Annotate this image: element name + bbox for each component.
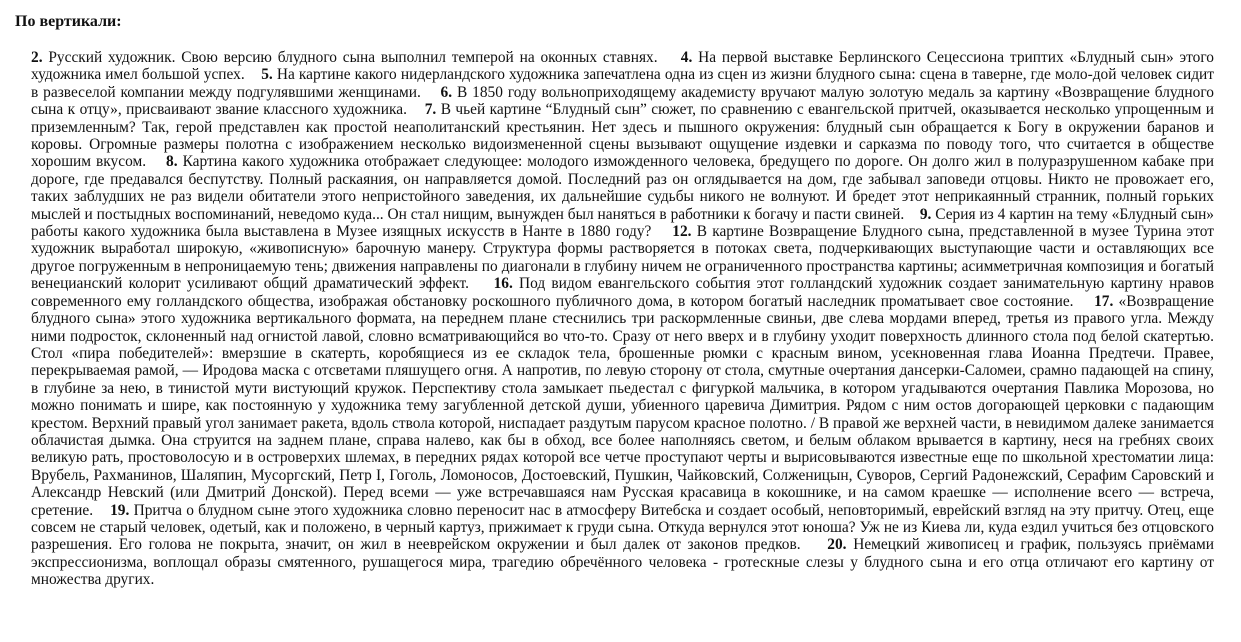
clue-list [31,49,1214,589]
clue-item [31,293,1214,519]
clue-text: В картине Возвращение Блудного сына, представленной в музее Турина этот художник выработал широкую, «живописную» барочную манеру. Структура формы растворяется в потоках света, подчеркивающих выступающие части и оставляющих все другое погруженным в непроницаемую тень; движения направлены по диагонали в глубину ничем не ограниченного пространства картины; асимметричная композиция и богатый венецианский колорит усиливают общий драматический эффект. [31,223,1215,293]
clue-number: 20. [827,536,847,554]
clue-text: В 1850 году вольноприходящему академисту вручают малую золотую медаль за картину «Возвращение блудного сына к отцу», присваивают звание классного художника. [31,83,1214,119]
clue-text: На первой выставке Берлинского Сецессиона триптих «Блудный сын» этого художника имел большой успех. [31,49,1214,84]
clue-number: 19. [110,501,130,519]
clue-text: Серия из 4 картин на тему «Блудный сын» работы какого художника была выставлена в Музее изящных искусств в Нанте в 1880 году? [31,205,1215,241]
clue-text: Под видом евангельского события этот голландский художник создает занимательную картину нравов современного ему голландского общества, изображая обстановку роскошного публичного дома, в котором богатый наследник проматывает свое состояние. [31,275,1214,310]
section-heading: По вертикали: [15,13,122,30]
clue-number: 2. [31,49,43,66]
clue-number: 8. [166,153,178,171]
clue-text: Немецкий живописец и график, пользуясь приёмами экспрессионизма, воплощал образы смятенного, рушащегося мира, трагедию обречённого человека - гротескные слезы у блудного сына и его отца отличают его картину от множества других. [31,536,1215,589]
clue-text: «Возвращение блудного сына» этого художника вертикального формата, на переднем плане стеснились три раскормленные свиньи, две слева мордами вперед, третья из правого угла. Между ними подросток, склоненный над огнистой лавой, словно всматривающийся во что-то. Сразу от него вверх и в глубину уходит поверхность длинного стола под белой скатертью. Стол «пира победителей»: вмерзшие в скатерть, коробящиеся из ее складок тела, брошенные рюмки с красным вином, усекновенная глава Иоанна Предтечи. Правее, перекрываемая рамой, — Иродова маска с отсветами пляшущего огня. А напротив, по левую сторону от стола, смутные очертания дансерки-Саломеи, срамно падающей на спину, в глубине за нею, в тинистой мути вистующий кружок. Перспективу стола замыкает пьедестал с фигуркой мальчика, в котором угадываются очертания Павлика Морозова, но можно понимать и шире, как постоянную у художника тему загубленной детской души, убиенного царевича Димитрия. Рядом с ним остов догорающей церковки с падающим крестом. Верхний правый угол занимает ракета, вдоль ствола которой, ниспадает раздутым парусом красное полотно. / В правой же верхней части, в невидимом далеке занимается облачистая дымка. Она струится на заднем плане, справа налево, как бы в обход, все более наполняясь светом, и белым облаком врывается в картину, неся на гребнях своих великую рать, простоволосую и в островерхих шлемах, в передних рядах которой все четче проступают черты и вырисовываются известные еще по школьной хрестоматии лица: Врубель, Рахманинов, Шаляпин, Мусоргский, Петр I, Гоголь, Ломоносов, Достоевский, Пушкин, Чайковский, Солженицын, Суворов, Сергий Радонежский, Серафим Саровский и Александр Невский (или Дмитрий Донской). Перед всеми — уже встречавшаяся нам Русская красавица в кокошнике, и на самом краешке — исполнение всего — встреча, сретение. [31,292,1215,519]
clue-number: 9. [919,205,932,223]
clue-number: 17. [1094,292,1114,310]
clue-text: Русский художник. Свою версию блудного сына выполнил темперой на оконных ставнях. [48,49,658,66]
clue-number: 7. [424,101,437,119]
clue-number: 5. [261,66,273,84]
clue-text: На картине какого нидерландского художника запечатлена одна из сцен из жизни блудного сына: сцена в таверне, где моло-дой человек сидит в развеселой компании между подгулявшими женщинами. [31,66,1215,101]
clue-number: 12. [672,223,692,241]
clue-text: В чьей картине “Блудный сын” сюжет, по сравнению с евангельской притчей, оказывается несколько упрощенным и приземленным? Так, герой представлен как простой неаполитанский крестьянин. Нет здесь и пышного окружения: блудный сын обращается к Богу в окружении баранов и коровы. Огромные размеры полотна с изображением несколько видоизмененной сцены вызывают ощущение издевки и сарказма по поводу того, что считается в обществе хорошим вкусом. [31,101,1214,171]
clue-number: 4. [680,49,693,66]
clue-text: Картина какого художника отображает следующее: молодого изможденного человека, бредущего по дороге. Он долго жил в полуразрушенном кабаке при дороге, где предавался беспутству. Полный раскаяния, он направляется домой. Последний раз он оглядывается на дом, где забывал заповеди отцовы. Никто не провожает его, таких заблудших не раз видели обитатели этого непристойного заведения, их дальнейшие судьбы никого не волнуют. И бредет этот неприкаянный странник, полный горьких мыслей и постыдных воспоминаний, неведомо куда... Он стал нищим, вынужден был наняться в работники к богачу и пасти свиней. [31,153,1214,223]
clue-text: Притча о блудном сыне этого художника словно переносит нас в атмосферу Витебска и создает особый, неповторимый, еврейский взгляд на эту притчу. Отец, еще совсем не старый человек, одетый, как и положено, в черный картуз, прижимает к груди сына. Откуда вернулся этот юноша? Уж не из Киева ли, куда ездил учиться без отцовского разрешения. Его голова не покрыта, значит, он жил в нееврейском окружении и был далек от законов предков. [31,501,1214,554]
clue-item [31,49,658,66]
clue-number: 6. [440,83,453,101]
clue-number: 16. [493,275,513,293]
